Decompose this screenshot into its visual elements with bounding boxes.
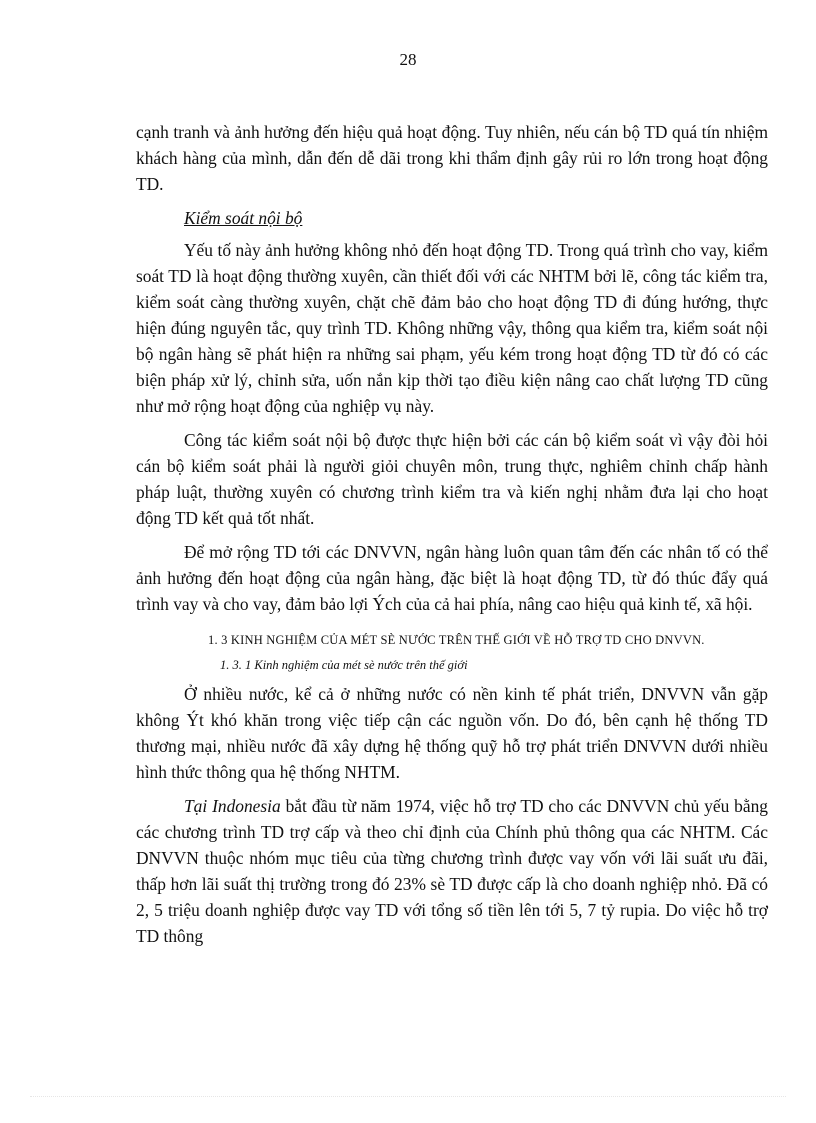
- paragraph: Công tác kiểm soát nội bộ được thực hiện bởi các cán bộ kiểm soát vì vậy đòi hỏi cán bộ kiểm soát phải là người giỏi chuyên môn, trung thực, nghiêm chỉnh chấp hành pháp luật, thường xuyên có chương trình kiểm tra và kiến nghị nhằm đưa lại cho hoạt động TD kết quả tốt nhất.: [136, 430, 768, 528]
- country-name: Tại Indonesia: [184, 796, 281, 816]
- page-bottom-rule: [30, 1096, 786, 1097]
- paragraph: Yếu tố này ảnh hưởng không nhỏ đến hoạt động TD. Trong quá trình cho vay, kiểm soát TD là hoạt động thường xuyên, cần thiết đối với các NHTM bởi lẽ, công tác kiểm tra, kiểm soát càng thường xuyên, chặt chẽ đảm bảo cho hoạt động TD đi đúng hướng, thực hiện đúng nguyên tắc, quy trình TD. Không những vậy, thông qua kiểm tra, kiểm soát nội bộ ngân hàng sẽ phát hiện ra những sai phạm, yếu kém trong hoạt động TD từ đó có các biện pháp xử lý, chỉnh sửa, uốn nắn kịp thời tạo điều kiện nâng cao chất lượng TD cũng như mở rộng hoạt động của nghiệp vụ này.: [136, 240, 768, 416]
- document-body: [136, 119, 768, 957]
- sub-section-heading: 1. 3. 1 Kinh nghiệm của mét sè nước trên thế giới: [220, 658, 468, 672]
- subheading-internal-control: Kiểm soát nội bộ: [184, 208, 303, 228]
- section-heading: 1. 3 KINH NGHIỆM CỦA MÉT SÈ NƯỚC TRÊN THẾ GIỚI VỀ HỖ TRỢ TD CHO DNVVN.: [208, 633, 705, 647]
- paragraph: Để mở rộng TD tới các DNVVN, ngân hàng luôn quan tâm đến các nhân tố có thể ảnh hưởng đến hoạt động của ngân hàng, đặc biệt là hoạt động TD, từ đó thúc đẩy quá trình vay và cho vay, đảm bảo lợi Ých của cả hai phía, nâng cao hiệu quả kinh tế, xã hội.: [136, 542, 768, 614]
- paragraph: cạnh tranh và ảnh hưởng đến hiệu quả hoạt động. Tuy nhiên, nếu cán bộ TD quá tín nhiệm khách hàng của mình, dẫn đến dễ dãi trong khi thẩm định gây rủi ro lớn trong hoạt động TD.: [136, 122, 768, 194]
- paragraph: [136, 793, 768, 949]
- page-number: 28: [399, 50, 417, 69]
- paragraph-text: bắt đầu từ năm 1974, việc hỗ trợ TD cho các DNVVN chủ yếu bằng các chương trình TD trợ cấp và theo chỉ định của Chính phủ thông qua các NHTM. Các DNVVN thuộc nhóm mục tiêu của từng chương trình được vay vốn với lãi suất ưu đãi, thấp hơn lãi suất thị trường trong đó 23% sè TD được cấp là cho doanh nghiệp nhỏ. Đã có 2, 5 triệu doanh nghiệp được vay TD với tổng số tiền lên tới 5, 7 tỷ rupia. Do việc hỗ trợ TD thông: [136, 796, 768, 946]
- paragraph: Ở nhiều nước, kể cả ở những nước có nền kinh tế phát triển, DNVVN vẫn gặp không Ýt khó khăn trong việc tiếp cận các nguồn vốn. Do đó, bên cạnh hệ thống TD thương mại, nhiều nước đã xây dựng hệ thống quỹ hỗ trợ phát triển DNVVN dưới nhiều hình thức thông qua hệ thống NHTM.: [136, 684, 768, 782]
